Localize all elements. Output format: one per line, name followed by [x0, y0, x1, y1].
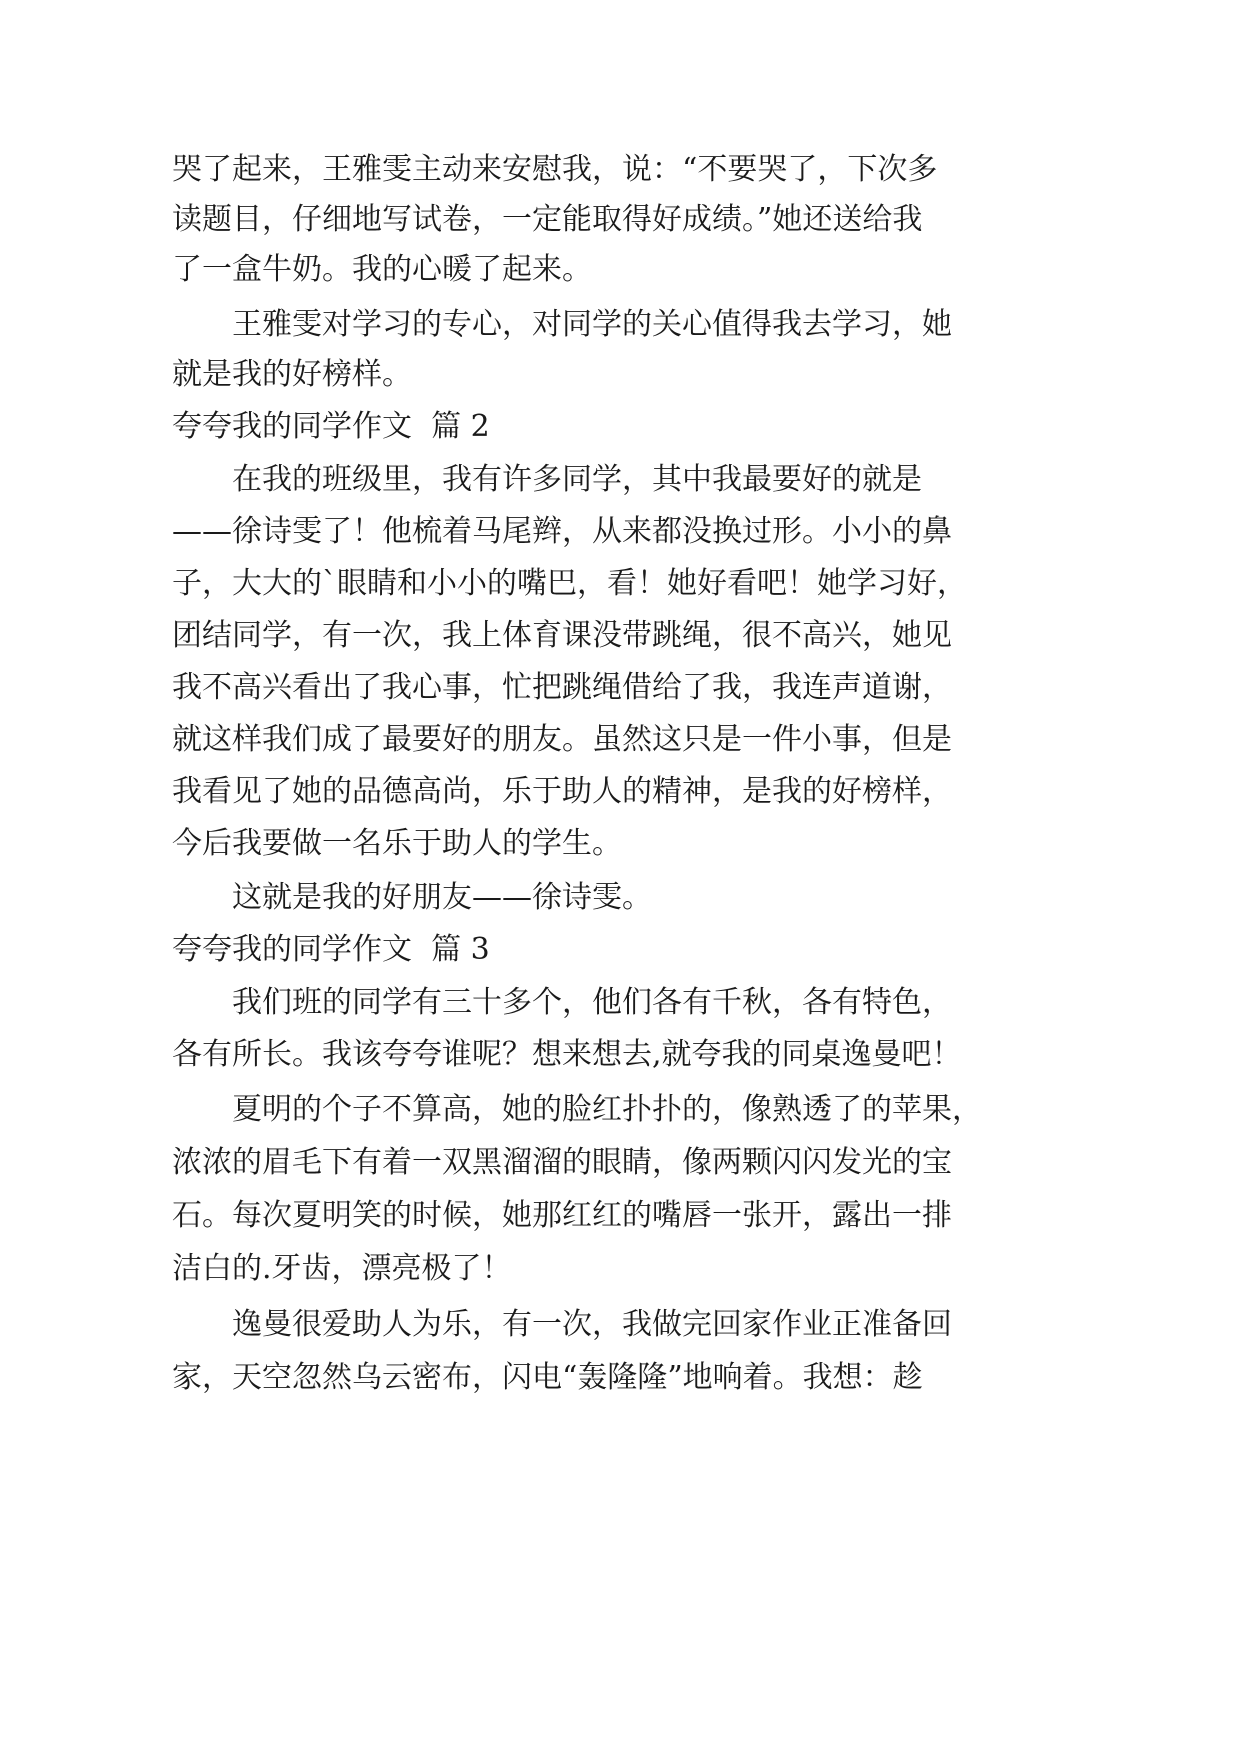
text-line: 在我的班级里，我有许多同学，其中我最要好的就是	[232, 462, 922, 497]
text-line: 就这样我们成了最要好的朋友。虽然这只是一件小事，但是	[172, 722, 952, 757]
text-line: 夏明的个子不算高，她的脸红扑扑的，像熟透了的苹果，	[232, 1092, 982, 1127]
text-line: 洁白的.牙齿，漂亮极了！	[172, 1251, 512, 1286]
text-line: 各有所长。我该夸夸谁呢？想来想去,就夸我的同桌逸曼吧！	[172, 1037, 962, 1072]
text-line: 浓浓的眉毛下有着一双黑溜溜的眼睛，像两颗闪闪发光的宝	[172, 1145, 952, 1180]
text-line: 家，天空忽然乌云密布，闪电“轰隆隆”地响着。我想：趁	[172, 1360, 923, 1395]
text-line: 子，大大的`眼睛和小小的嘴巴，看！她好看吧！她学习好，	[172, 566, 967, 601]
text-line: 逸曼很爱助人为乐，有一次，我做完回家作业正准备回	[232, 1307, 952, 1342]
text-line: 读题目，仔细地写试卷，一定能取得好成绩。”她还送给我	[172, 202, 923, 237]
text-line: 我们班的同学有三十多个，他们各有千秋，各有特色，	[232, 985, 952, 1020]
text-line: 石。每次夏明笑的时候，她那红红的嘴唇一张开，露出一排	[172, 1198, 952, 1233]
text-line: 哭了起来，王雅雯主动来安慰我，说：“不要哭了，下次多	[172, 152, 938, 187]
text-line: 我看见了她的品德高尚，乐于助人的精神，是我的好榜样，	[172, 774, 952, 809]
text-line: 我不高兴看出了我心事，忙把跳绳借给了我，我连声道谢，	[172, 670, 952, 705]
text-line: 这就是我的好朋友——徐诗雯。	[232, 880, 652, 915]
section-heading: 夸夸我的同学作文 篇 3	[172, 932, 490, 967]
text-line: 今后我要做一名乐于助人的学生。	[172, 826, 622, 861]
text-line: ——徐诗雯了！他梳着马尾辫，从来都没换过形。小小的鼻	[172, 514, 952, 549]
text-line: 就是我的好榜样。	[172, 357, 412, 392]
text-line: 王雅雯对学习的专心，对同学的关心值得我去学习，她	[232, 307, 952, 342]
section-heading: 夸夸我的同学作文 篇 2	[172, 409, 490, 444]
text-line: 团结同学，有一次，我上体育课没带跳绳，很不高兴，她见	[172, 618, 952, 653]
text-line: 了一盒牛奶。我的心暖了起来。	[172, 252, 592, 287]
